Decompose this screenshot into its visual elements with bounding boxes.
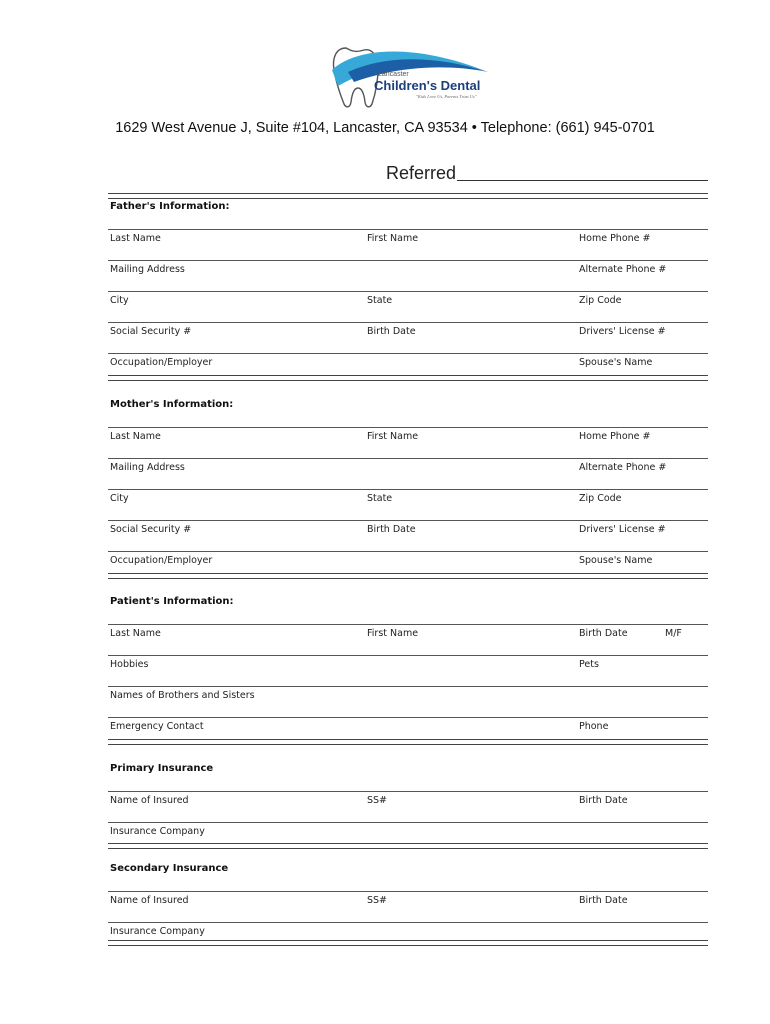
father-spouse-field[interactable]: Spouse's Name — [579, 357, 653, 368]
mother-last-name-field[interactable]: Last Name — [110, 431, 161, 442]
logo-brand-text: Children's Dental — [374, 78, 481, 93]
form-rule — [108, 520, 708, 521]
form-rule — [108, 551, 708, 552]
form-rule — [108, 427, 708, 428]
primary-birth-date-field[interactable]: Birth Date — [579, 795, 628, 806]
section-divider — [108, 940, 708, 946]
mother-spouse-field[interactable]: Spouse's Name — [579, 555, 653, 566]
form-rule — [108, 717, 708, 718]
form-rule — [108, 322, 708, 323]
mother-mailing-address-field[interactable]: Mailing Address — [110, 462, 185, 473]
father-drivers-license-field[interactable]: Drivers' License # — [579, 326, 666, 337]
father-home-phone-field[interactable]: Home Phone # — [579, 233, 651, 244]
section-divider — [108, 843, 708, 849]
logo-city-text: Lancaster — [378, 71, 409, 78]
secondary-birth-date-field[interactable]: Birth Date — [579, 895, 628, 906]
form-rule — [108, 458, 708, 459]
mother-birth-date-field[interactable]: Birth Date — [367, 524, 416, 535]
mother-home-phone-field[interactable]: Home Phone # — [579, 431, 651, 442]
father-zip-field[interactable]: Zip Code — [579, 295, 622, 306]
father-alternate-phone-field[interactable]: Alternate Phone # — [579, 264, 667, 275]
mother-section-heading: Mother's Information: — [110, 399, 234, 410]
logo-tagline: "Kids Love Us, Parents Trust Us" — [416, 94, 477, 99]
form-rule — [108, 686, 708, 687]
patient-last-name-field[interactable]: Last Name — [110, 628, 161, 639]
father-last-name-field[interactable]: Last Name — [110, 233, 161, 244]
mother-alternate-phone-field[interactable]: Alternate Phone # — [579, 462, 667, 473]
mother-drivers-license-field[interactable]: Drivers' License # — [579, 524, 666, 535]
father-birth-date-field[interactable]: Birth Date — [367, 326, 416, 337]
father-state-field[interactable]: State — [367, 295, 393, 306]
form-rule — [108, 624, 708, 625]
mother-city-field[interactable]: City — [110, 493, 129, 504]
secondary-insurance-company-field[interactable]: Insurance Company — [110, 926, 205, 937]
mother-first-name-field[interactable]: First Name — [367, 431, 419, 442]
form-rule — [108, 353, 708, 354]
section-divider — [108, 573, 708, 579]
section-divider — [108, 193, 708, 199]
patient-birth-date-field[interactable]: Birth Date — [579, 628, 628, 639]
form-rule — [108, 791, 708, 792]
mother-state-field[interactable]: State — [367, 493, 393, 504]
secondary-ss-field[interactable]: SS# — [367, 895, 388, 906]
father-first-name-field[interactable]: First Name — [367, 233, 419, 244]
patient-siblings-field[interactable]: Names of Brothers and Sisters — [110, 690, 255, 701]
primary-ss-field[interactable]: SS# — [367, 795, 388, 806]
patient-section-heading: Patient's Information: — [110, 596, 234, 607]
mother-zip-field[interactable]: Zip Code — [579, 493, 622, 504]
patient-sex-field[interactable]: M/F — [665, 628, 682, 639]
primary-name-insured-field[interactable]: Name of Insured — [110, 795, 189, 806]
section-divider — [108, 375, 708, 381]
patient-first-name-field[interactable]: First Name — [367, 628, 419, 639]
form-rule — [108, 891, 708, 892]
father-mailing-address-field[interactable]: Mailing Address — [110, 264, 185, 275]
referred-label: Referred — [386, 163, 457, 183]
father-occupation-field[interactable]: Occupation/Employer — [110, 357, 213, 368]
secondary-name-insured-field[interactable]: Name of Insured — [110, 895, 189, 906]
form-rule — [108, 489, 708, 490]
section-divider — [108, 739, 708, 745]
primary-insurance-heading: Primary Insurance — [110, 763, 214, 774]
form-rule — [108, 229, 708, 230]
form-rule — [108, 922, 708, 923]
form-rule — [108, 822, 708, 823]
clinic-address: 1629 West Avenue J, Suite #104, Lancaster, CA 93534 • Telephone: (661) 945-0701 — [115, 120, 655, 136]
father-ssn-field[interactable]: Social Security # — [110, 326, 192, 337]
clinic-logo — [328, 42, 493, 114]
form-rule — [108, 655, 708, 656]
patient-phone-field[interactable]: Phone — [579, 721, 609, 732]
form-rule — [108, 291, 708, 292]
primary-insurance-company-field[interactable]: Insurance Company — [110, 826, 205, 837]
form-rule — [108, 260, 708, 261]
referred-field[interactable] — [457, 180, 708, 181]
father-city-field[interactable]: City — [110, 295, 129, 306]
mother-ssn-field[interactable]: Social Security # — [110, 524, 192, 535]
patient-pets-field[interactable]: Pets — [579, 659, 599, 670]
patient-emergency-contact-field[interactable]: Emergency Contact — [110, 721, 204, 732]
father-section-heading: Father's Information: — [110, 201, 230, 212]
secondary-insurance-heading: Secondary Insurance — [110, 863, 229, 874]
patient-hobbies-field[interactable]: Hobbies — [110, 659, 149, 670]
mother-occupation-field[interactable]: Occupation/Employer — [110, 555, 213, 566]
